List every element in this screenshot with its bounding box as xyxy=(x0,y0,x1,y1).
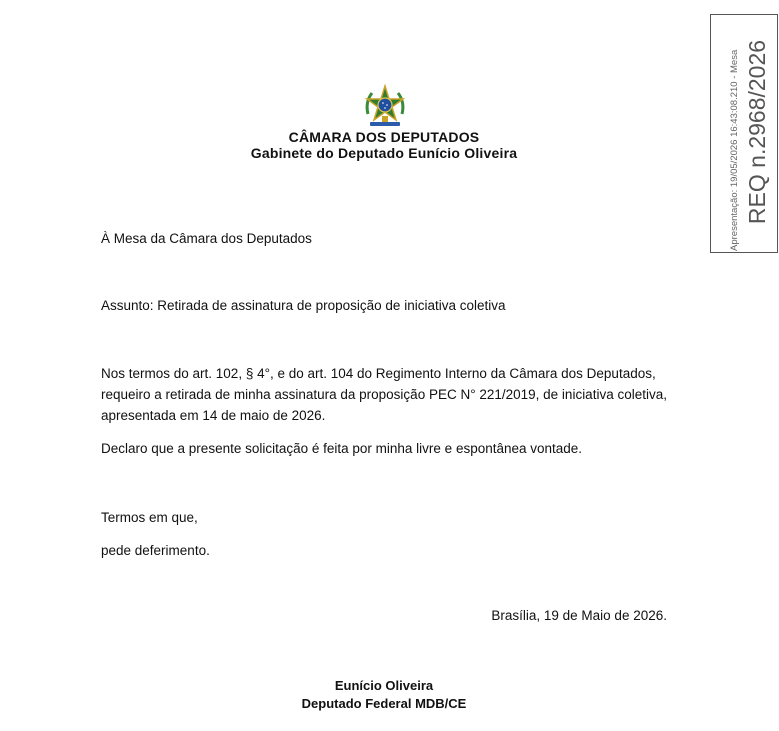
signatory-name: Eunício Oliveira xyxy=(334,678,434,693)
office-name: Gabinete do Deputado Eunício Oliveira xyxy=(250,145,518,161)
closing-line: pede deferimento. xyxy=(101,543,210,558)
place-date: Brasília, 19 de Maio de 2026. xyxy=(491,608,667,623)
body-line: Nos termos do art. 102, § 4°, e do art. 104 do Regimento Interno da Câmara dos Deputados, xyxy=(101,366,656,381)
protocol-stamp xyxy=(710,14,778,253)
document-id: REQ n.2968/2026 xyxy=(744,39,770,225)
house-name: CÂMARA DOS DEPUTADOS xyxy=(288,129,480,145)
declaration: Declaro que a presente solicitação é feita por minha livre e espontânea vontade. xyxy=(101,441,583,456)
body-line: apresentada em 14 de maio de 2026. xyxy=(101,408,326,423)
closing-line: Termos em que, xyxy=(101,510,198,525)
coat-of-arms-brazil-icon xyxy=(362,84,408,130)
signatory-role: Deputado Federal MDB/CE xyxy=(301,696,467,711)
body-line: requeiro a retirada de minha assinatura da proposição PEC N° 221/2019, de iniciativa coletiva, xyxy=(101,387,667,402)
presentation-timestamp: Apresentação: 19/05/2026 16:43:08.210 - Mesa xyxy=(729,49,740,251)
recipient: À Mesa da Câmara dos Deputados xyxy=(101,231,312,246)
subject: Assunto: Retirada de assinatura de proposição de iniciativa coletiva xyxy=(101,298,506,313)
